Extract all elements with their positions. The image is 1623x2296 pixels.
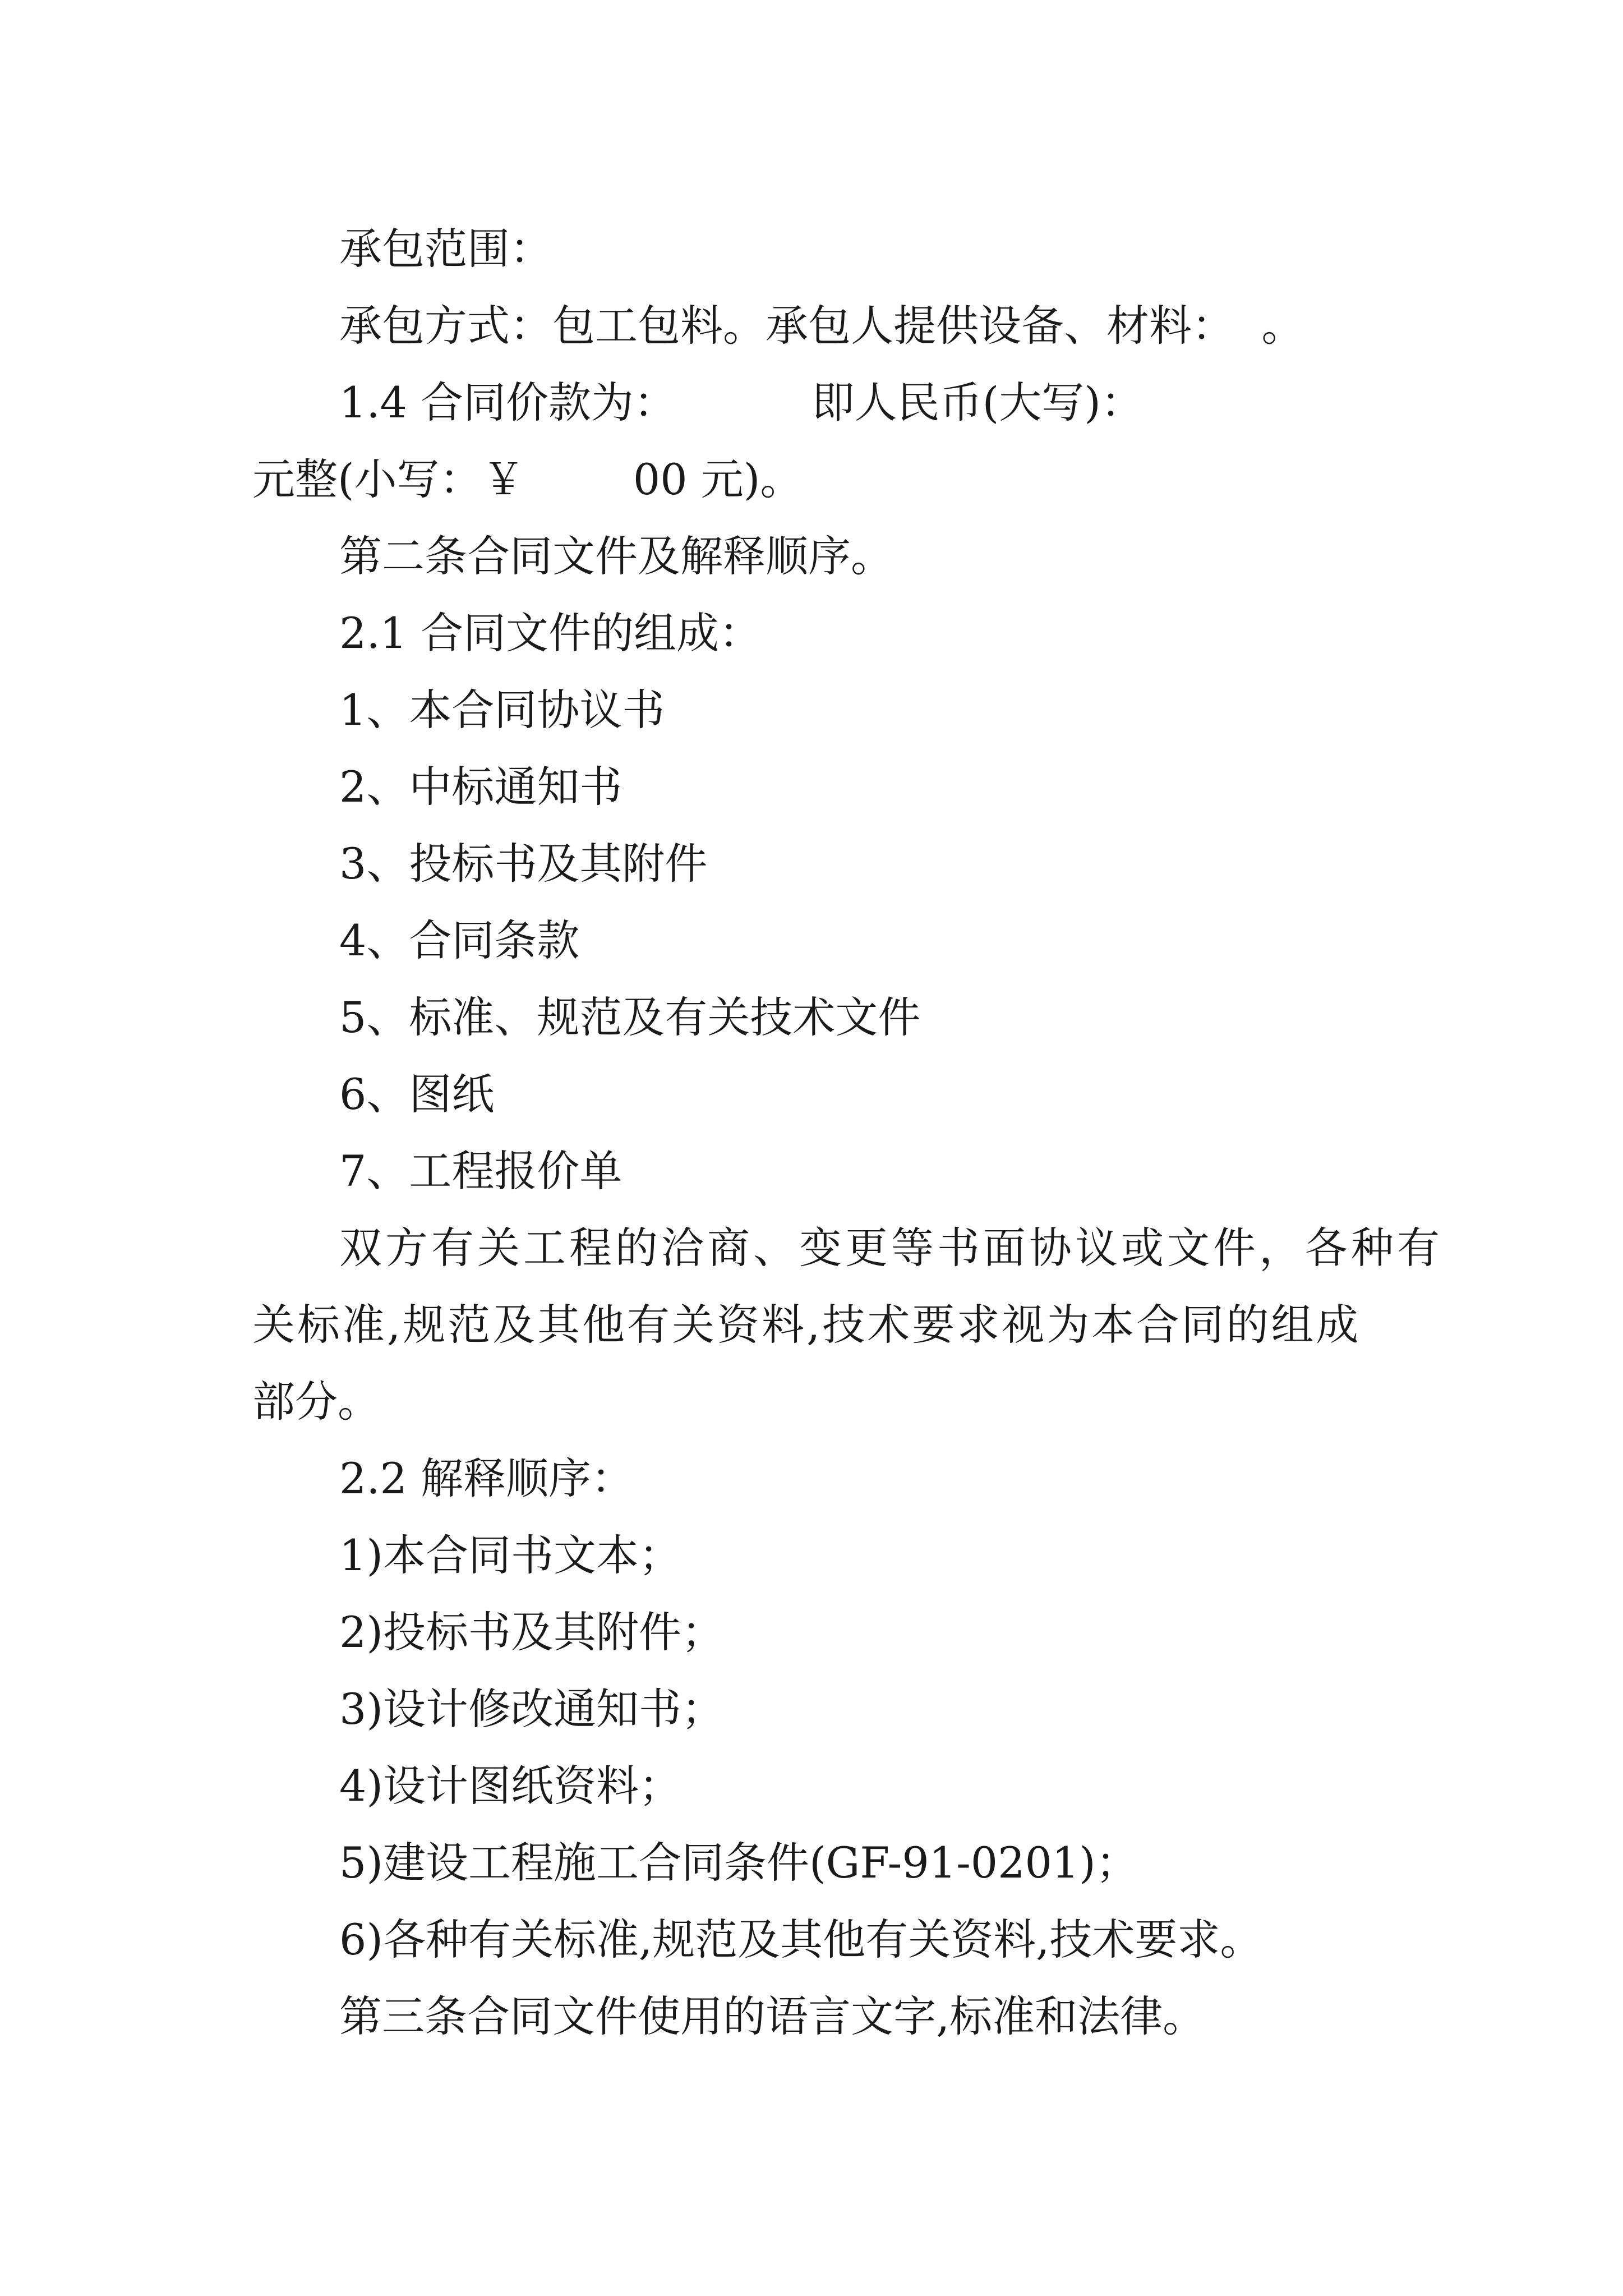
article-two-heading: 第二条合同文件及解释顺序。 [339, 531, 893, 581]
list-item: 6、图纸 [339, 1069, 495, 1119]
list-item: 2)投标书及其附件； [339, 1607, 725, 1657]
list-item: 7、工程报价单 [339, 1146, 623, 1196]
paragraph-line: 双方有关工程的洽商、变更等书面协议或文件，各种有 [339, 1223, 1443, 1273]
list-item: 1)本合同书文本； [339, 1530, 682, 1580]
scope-line: 承包范围： [339, 224, 552, 274]
list-item: 4)设计图纸资料； [339, 1761, 682, 1811]
list-item: 5、标准、规范及有关技术文件 [339, 992, 921, 1042]
paragraph-line: 部分。 [252, 1377, 380, 1427]
price-line: 1.4 合同价款为： 即人民币(大写)： [339, 378, 1144, 427]
article-three-heading: 第三条合同文件使用的语言文字,标准和法律。 [339, 1991, 1206, 2041]
interpretation-heading: 2.2 解释顺序： [339, 1453, 634, 1503]
list-item: 2、中标通知书 [339, 762, 623, 812]
list-item: 6)各种有关标准,规范及其他有关资料,技术要求。 [339, 1915, 1263, 1964]
list-item: 1、本合同协议书 [339, 685, 665, 735]
price-amount-line: 元整(小写：￥ 00 元)。 [252, 454, 803, 504]
list-item: 3、投标书及其附件 [339, 839, 708, 889]
paragraph-line: 关标准,规范及其他有关资料,技术要求视为本合同的组成 [252, 1300, 1361, 1350]
list-item: 4、合同条款 [339, 915, 580, 965]
composition-heading: 2.1 合同文件的组成： [339, 608, 762, 658]
list-item: 5)建设工程施工合同条件(GF-91-0201)； [339, 1838, 1138, 1888]
method-line: 承包方式：包工包料。承包人提供设备、材料： 。 [339, 301, 1304, 351]
document-body [252, 210, 1443, 2055]
list-item: 3)设计修改通知书； [339, 1684, 725, 1734]
